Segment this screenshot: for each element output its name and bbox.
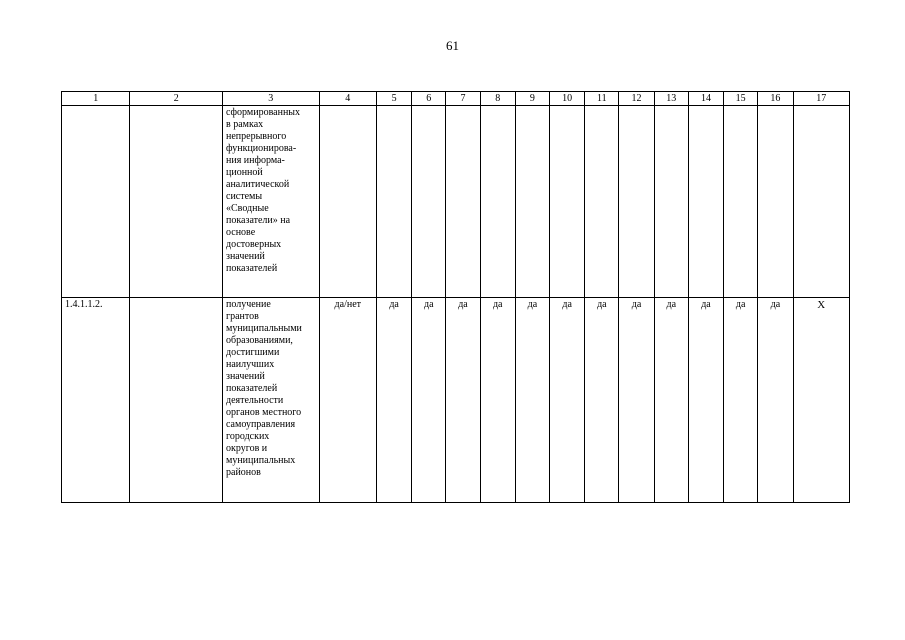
value-cell: да — [480, 298, 515, 503]
value-cell — [480, 106, 515, 298]
column-header: 6 — [412, 92, 446, 106]
row-name-cell — [130, 106, 223, 298]
column-header: 5 — [376, 92, 411, 106]
value-cell — [515, 106, 549, 298]
column-header: 4 — [319, 92, 376, 106]
value-cell: да — [446, 298, 480, 503]
value-cell — [585, 106, 619, 298]
value-cell — [446, 106, 480, 298]
value-cell: да — [654, 298, 688, 503]
column-header: 15 — [724, 92, 758, 106]
unit-cell: да/нет — [319, 298, 376, 503]
column-header: 11 — [585, 92, 619, 106]
row-code-cell — [62, 106, 130, 298]
value-cell — [550, 106, 585, 298]
value-cell: да — [515, 298, 549, 503]
column-header: 13 — [654, 92, 688, 106]
value-cell — [376, 106, 411, 298]
column-header: 8 — [480, 92, 515, 106]
unit-cell — [319, 106, 376, 298]
value-cell: да — [585, 298, 619, 503]
page-number: 61 — [446, 38, 459, 53]
column-header: 2 — [130, 92, 223, 106]
value-cell — [654, 106, 688, 298]
row-code-cell: 1.4.1.1.2. — [62, 298, 130, 503]
final-column-cell: Х — [793, 298, 850, 503]
column-header-row — [62, 92, 850, 106]
value-cell: да — [412, 298, 446, 503]
column-header: 3 — [223, 92, 320, 106]
value-cell: да — [724, 298, 758, 503]
value-cell — [758, 106, 793, 298]
value-cell — [724, 106, 758, 298]
value-cell — [688, 106, 723, 298]
value-cell — [619, 106, 654, 298]
table-row — [62, 298, 850, 503]
value-cell — [412, 106, 446, 298]
row-name-cell — [130, 298, 223, 503]
column-header: 7 — [446, 92, 480, 106]
row-description-cell: сформированных в рамках непрерывного функционирова- ния информа- ционной аналитической системы «Сводные показатели» на основе достоверных значений показателей — [223, 106, 320, 298]
value-cell: да — [758, 298, 793, 503]
value-cell: да — [376, 298, 411, 503]
value-cell: да — [619, 298, 654, 503]
column-header: 10 — [550, 92, 585, 106]
column-header: 17 — [793, 92, 850, 106]
row-description-cell: получение грантов муниципальными образованиями, достигшими наилучших значений показателей деятельности органов местного самоуправления городских округов и муниципальных районов — [223, 298, 320, 503]
value-cell: да — [550, 298, 585, 503]
column-header: 12 — [619, 92, 654, 106]
indicators-table — [61, 91, 850, 503]
table-row — [62, 106, 850, 298]
final-column-cell — [793, 106, 850, 298]
column-header: 9 — [515, 92, 549, 106]
column-header: 14 — [688, 92, 723, 106]
column-header: 16 — [758, 92, 793, 106]
value-cell: да — [688, 298, 723, 503]
column-header: 1 — [62, 92, 130, 106]
